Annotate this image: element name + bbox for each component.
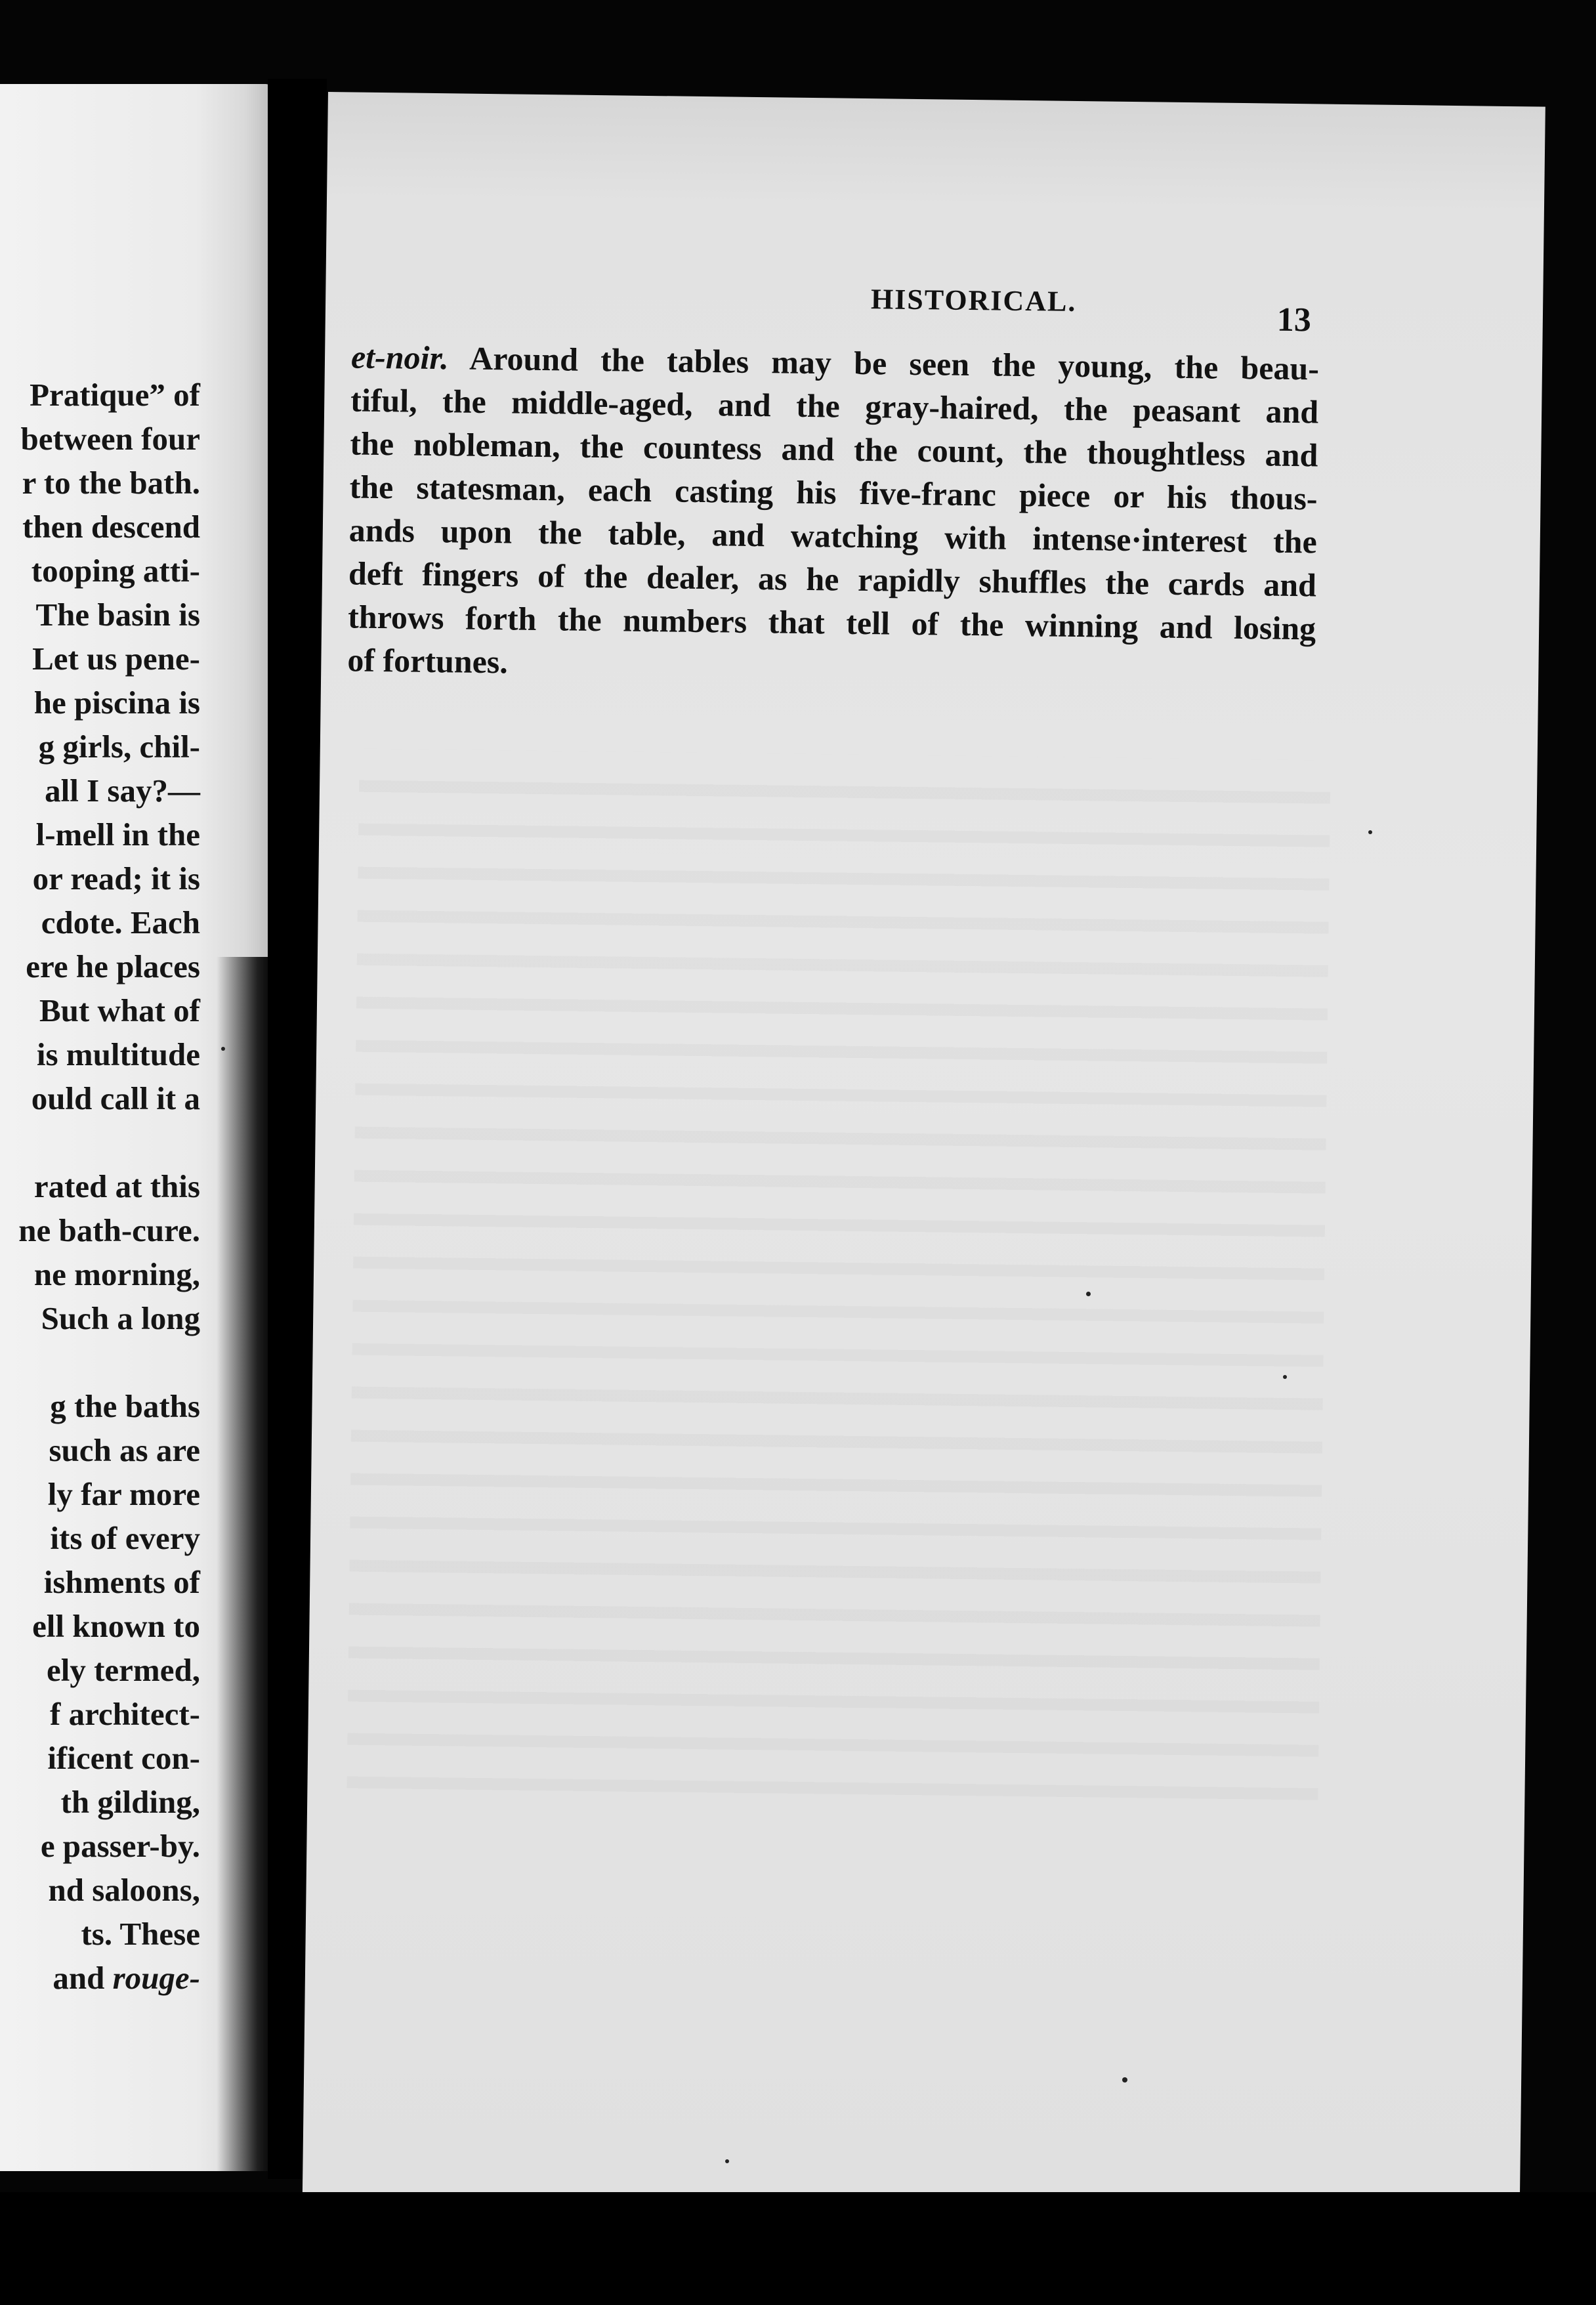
body-line: deft fingers of the dealer, as he rapidly shuffles the cards and <box>348 555 1317 604</box>
left-line: Pratique” of <box>30 377 200 413</box>
left-line: g the baths <box>50 1388 200 1424</box>
body-line: the nobleman, the countess and the count, the thoughtless and <box>350 425 1318 474</box>
left-line: ly far more <box>47 1476 200 1512</box>
left-line-gap <box>18 1120 200 1164</box>
left-line: and rouge- <box>52 1960 200 1996</box>
dust-speck <box>725 2159 729 2163</box>
body-line: tiful, the middle-aged, and the gray-haired, the peasant and <box>350 381 1319 431</box>
italic-word: et-noir. <box>350 338 450 377</box>
body-line: throws forth the numbers that tell of the winning and losing <box>347 598 1316 647</box>
bleed-through-texture <box>346 749 1330 1811</box>
left-line: ishments of <box>43 1564 200 1600</box>
left-line: is multitude <box>36 1036 200 1072</box>
left-line: l-mell in the <box>35 816 200 853</box>
body-line: ands upon the table, and watching with intense·interest the <box>348 511 1318 560</box>
left-line: cdote. Each <box>41 904 200 941</box>
left-line: its of every <box>50 1520 200 1556</box>
left-page <box>0 84 272 2171</box>
body-text <box>347 335 1319 693</box>
left-line: or read; it is <box>32 860 200 897</box>
left-line: The basin is <box>35 597 200 633</box>
left-line: nd saloons, <box>48 1872 200 1908</box>
italic-word: rouge- <box>112 1960 200 1996</box>
left-line: he piscina is <box>33 685 200 721</box>
left-line: f architect- <box>50 1696 200 1732</box>
left-line: ne bath-cure. <box>18 1212 200 1248</box>
body-line-text: Around the tables may be seen the young, the beau- <box>448 339 1320 387</box>
left-line: r to the bath. <box>22 465 200 501</box>
left-line: e passer-by. <box>40 1828 200 1864</box>
left-line: ne morning, <box>33 1256 200 1292</box>
dust-speck <box>1086 1292 1091 1296</box>
left-line: ould call it a <box>31 1080 200 1116</box>
dust-speck <box>1283 1375 1287 1379</box>
left-line: ificent con- <box>47 1740 200 1776</box>
body-line: the statesman, each casting his five-franc piece or his thous- <box>349 468 1318 517</box>
left-line: ere he places <box>26 948 200 984</box>
dust-speck <box>1368 830 1372 834</box>
left-line: tooping atti- <box>31 553 200 589</box>
left-line: th gilding, <box>60 1784 200 1820</box>
left-line: ely termed, <box>47 1652 200 1688</box>
left-line: then descend <box>22 509 200 545</box>
left-line: g girls, chil- <box>38 729 200 765</box>
body-line: of fortunes. <box>347 641 509 681</box>
left-line: such as are <box>49 1432 200 1468</box>
page-fold-shadow <box>217 957 272 2171</box>
left-line: all I say?— <box>45 772 200 809</box>
right-page <box>302 92 1545 2246</box>
left-page-text <box>18 373 200 2000</box>
left-line: Let us pene- <box>32 641 200 677</box>
page-number: 13 <box>1276 301 1312 339</box>
left-line: between four <box>20 421 200 457</box>
left-line-gap <box>18 1340 200 1384</box>
dust-speck <box>1122 2077 1127 2083</box>
left-line: ts. These <box>81 1916 200 1952</box>
left-line: But what of <box>39 992 200 1028</box>
left-line: ell known to <box>32 1608 200 1644</box>
left-line: Such a long <box>41 1300 200 1336</box>
left-line: rated at this <box>33 1168 200 1204</box>
running-head: HISTORICAL. <box>870 283 1077 318</box>
dust-speck <box>221 1047 225 1051</box>
scan-border <box>0 2192 1596 2305</box>
